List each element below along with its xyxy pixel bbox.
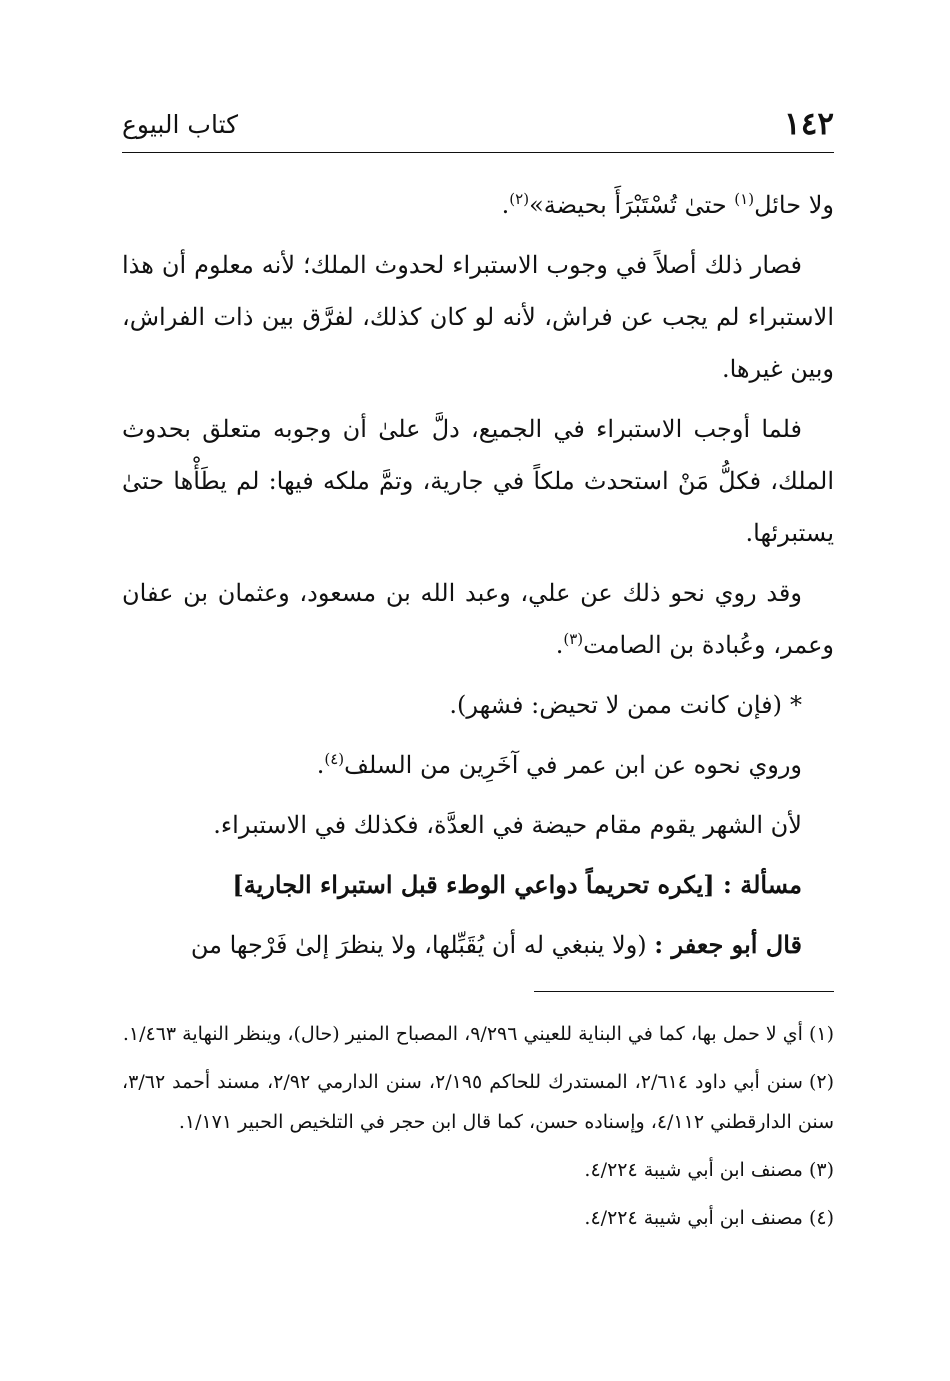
running-title: كتاب البيوع [122,110,239,139]
book-page [122,104,834,1238]
text-span: (فإن كانت ممن لا تحيض: فشهر). [449,691,782,719]
speaker-label: قال أبو جعفر : [654,930,802,959]
issue-heading: مسألة : [يكره تحريماً دواعي الوطء قبل استبراء الجارية] [232,870,802,899]
footnote-ref-4: (٤) [324,750,345,768]
footnote-text: مصنف ابن أبي شيبة ٤/٢٢٤. [584,1207,803,1229]
text-span: حتىٰ تُسْتَبْرَأَ بحيضة» [529,191,735,219]
footnote-text: مصنف ابن أبي شيبة ٤/٢٢٤. [584,1159,803,1181]
footnote-ref-1: (١) [734,190,755,208]
text-span: ولا حائل [754,191,834,219]
footnote-number: (١) [808,1023,834,1045]
page-number: ١٤٢ [784,106,834,142]
text-span: (ولا ينبغي له أن يُقَبِّلها، ولا ينظرَ إلىٰ فَرْجها من [190,931,655,959]
footnote-2 [122,1062,834,1142]
footnote-number: (٢) [808,1071,834,1093]
paragraph-3: فلما أوجب الاستبراء في الجميع، دلَّ علىٰ أن وجوبه متعلق بحدوث الملك، فكلُّ مَنْ استحدث ملكاً في جارية، وتمَّ ملكه فيها: لم يطَأْها حتىٰ يستبرئها. [122,415,834,547]
footnote-3 [122,1150,834,1190]
paragraph-4 [122,567,834,671]
footnote-text: أي لا حمل بها، كما في البناية للعيني ٩/٢٩٦، المصباح المنير (حال)، وينظر النهاية ١/٤٦٣. [122,1023,803,1045]
text-span: . [501,191,510,219]
footnote-1 [122,1014,834,1054]
paragraph-6 [122,739,834,791]
paragraph-7: لأن الشهر يقوم مقام حيضة في العدَّة، فكذلك في الاستبراء. [213,811,802,839]
footnote-divider [534,991,834,992]
star-marker: * [790,691,802,719]
paragraph-9 [122,919,834,971]
footnote-ref-3: (٣) [563,630,584,648]
page-header [122,104,834,153]
footnote-4 [122,1198,834,1238]
footnote-number: (٤) [808,1207,834,1229]
paragraph-1 [122,179,834,231]
text-span: وقد روي نحو ذلك عن علي، وعبد الله بن مسعود، وعثمان بن عفان وعمر، وعُبادة بن الصامت [122,579,834,659]
text-span: وروي نحوه عن ابن عمر في آخَرِين من السلف [344,751,802,779]
paragraph-2: فصار ذلك أصلاً في وجوب الاستبراء لحدوث الملك؛ لأنه معلوم أن هذا الاستبراء لم يجب عن فراش، لأنه لو كان كذلك، لفرَّق بين ذات الفراش، وبين غيرها. [122,251,834,383]
text-span: . [316,751,325,779]
text-span: . [555,631,564,659]
footnote-number: (٣) [808,1159,834,1181]
paragraph-5 [122,679,834,731]
footnote-text: سنن أبي داود ٢/٦١٤، المستدرك للحاكم ٢/١٩٥، سنن الدارمي ٢/٩٢، مسند أحمد ٣/٦٢، سنن الدارقطني ٤/١١٢، وإسناده حسن، كما قال ابن حجر في التلخيص الحبير ١/١٧١. [122,1071,834,1133]
footnotes [122,1014,834,1238]
main-text [122,179,834,971]
footnote-ref-2: (٢) [509,190,530,208]
